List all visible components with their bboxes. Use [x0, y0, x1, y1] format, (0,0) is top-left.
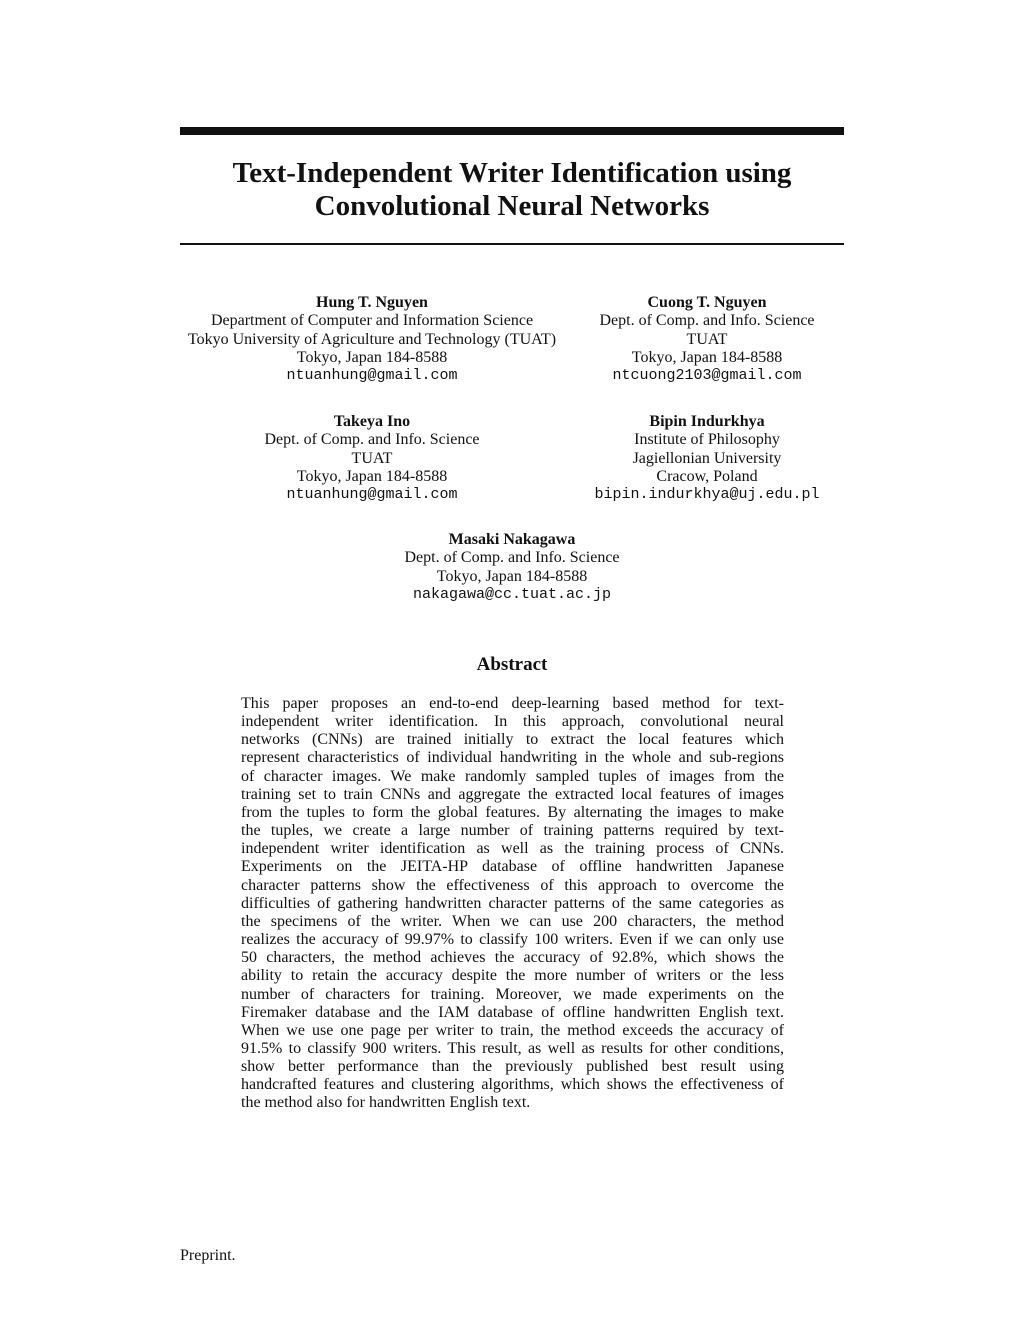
abstract-line: training set to train CNNs and aggregate the extracted local features of images	[241, 785, 784, 803]
author-block	[532, 294, 882, 385]
abstract-line: of character images. We make randomly sampled tuples of images from the	[241, 767, 784, 785]
title-top-rule	[180, 127, 844, 135]
author-affiliation: Dept. of Comp. and Info. Science	[264, 431, 480, 449]
author-address: Tokyo, Japan 184-8588	[436, 567, 588, 585]
author-affiliation: TUAT	[686, 330, 728, 348]
abstract-body	[241, 695, 784, 1113]
abstract-line: 50 characters, the method achieves the accuracy of 92.8%, which shows the	[241, 949, 784, 967]
author-block	[312, 531, 712, 604]
author-email[interactable]: ntuanhung@gmail.com	[286, 486, 458, 504]
title-bottom-rule	[180, 243, 844, 245]
author-address: Tokyo, Japan 184-8588	[296, 467, 448, 485]
title-line: Convolutional Neural Networks	[314, 190, 710, 222]
author-address: Cracow, Poland	[656, 467, 758, 485]
author-name: Masaki Nakagawa	[448, 531, 576, 548]
abstract-line: This paper proposes an end-to-end deep-learning based method for text-	[241, 695, 784, 712]
abstract-line: difficulties of gathering handwritten character patterns of the same categories as	[241, 894, 784, 912]
footer-note: Preprint.	[180, 1247, 236, 1264]
abstract-heading: Abstract	[476, 654, 548, 675]
abstract-line: When we use one page per writer to train, the method exceeds the accuracy of	[241, 1021, 784, 1039]
author-affiliation: Dept. of Comp. and Info. Science	[404, 549, 620, 567]
abstract-line: realizes the accuracy of 99.97% to classify 100 writers. Even if we can only use	[241, 931, 784, 949]
abstract-line: networks (CNNs) are trained initially to extract the local features which	[241, 731, 784, 749]
author-name: Bipin Indurkhya	[649, 413, 765, 430]
abstract-line: Firemaker database and the IAM database of offline handwritten English text.	[241, 1003, 784, 1021]
author-affiliation: TUAT	[351, 449, 393, 467]
author-email[interactable]: nakagawa@cc.tuat.ac.jp	[412, 585, 612, 603]
author-affiliation: Dept. of Comp. and Info. Science	[599, 312, 815, 330]
abstract-line: handcrafted features and clustering algorithms, which shows the effectiveness of	[241, 1076, 784, 1094]
abstract-line: ability to retain the accuracy despite the more number of writers or the less	[241, 967, 784, 985]
abstract-line: number of characters for training. Moreover, we made experiments on the	[241, 985, 784, 1003]
author-affiliation: Jagiellonian University	[632, 449, 782, 467]
author-affiliation: Institute of Philosophy	[634, 431, 780, 449]
author-email[interactable]: ntcuong2103@gmail.com	[612, 367, 802, 385]
author-name: Takeya Ino	[333, 413, 411, 430]
abstract-line: the tuples, we create a large number of training patterns required by text-	[241, 822, 784, 840]
abstract-line: show better performance than the previously published best result using	[241, 1058, 784, 1076]
abstract-line: the specimens of the writer. When we can use 200 characters, the method	[241, 912, 784, 930]
abstract-line: independent writer identification as well as the training process of CNNs.	[241, 840, 784, 858]
abstract-line: from the tuples to form the global features. By alternating the images to make	[241, 803, 784, 821]
author-email[interactable]: bipin.indurkhya@uj.edu.pl	[594, 486, 820, 504]
author-email[interactable]: ntuanhung@gmail.com	[286, 367, 458, 385]
abstract-line: character patterns show the effectiveness of this approach to overcome the	[241, 876, 784, 894]
abstract-line: 91.5% to classify 900 writers. This result, as well as results for other conditions,	[241, 1039, 784, 1057]
author-affiliation: Department of Computer and Information Science	[210, 312, 534, 330]
abstract-line: Experiments on the JEITA-HP database of offline handwritten Japanese	[241, 858, 784, 876]
abstract-line: the method also for handwritten English text.	[241, 1094, 531, 1112]
paper-title	[180, 157, 844, 223]
author-name: Hung T. Nguyen	[316, 294, 428, 311]
author-block	[532, 413, 882, 504]
author-name: Cuong T. Nguyen	[647, 294, 767, 311]
author-address: Tokyo, Japan 184-8588	[296, 348, 448, 366]
abstract-line: represent characteristics of individual handwriting in the whole and sub-regions	[241, 749, 784, 767]
author-address: Tokyo, Japan 184-8588	[631, 348, 783, 366]
abstract-line: independent writer identification. In this approach, convolutional neural	[241, 713, 784, 731]
title-line: Text-Independent Writer Identification using	[232, 157, 792, 189]
author-affiliation: Tokyo University of Agriculture and Technology (TUAT)	[187, 330, 557, 348]
